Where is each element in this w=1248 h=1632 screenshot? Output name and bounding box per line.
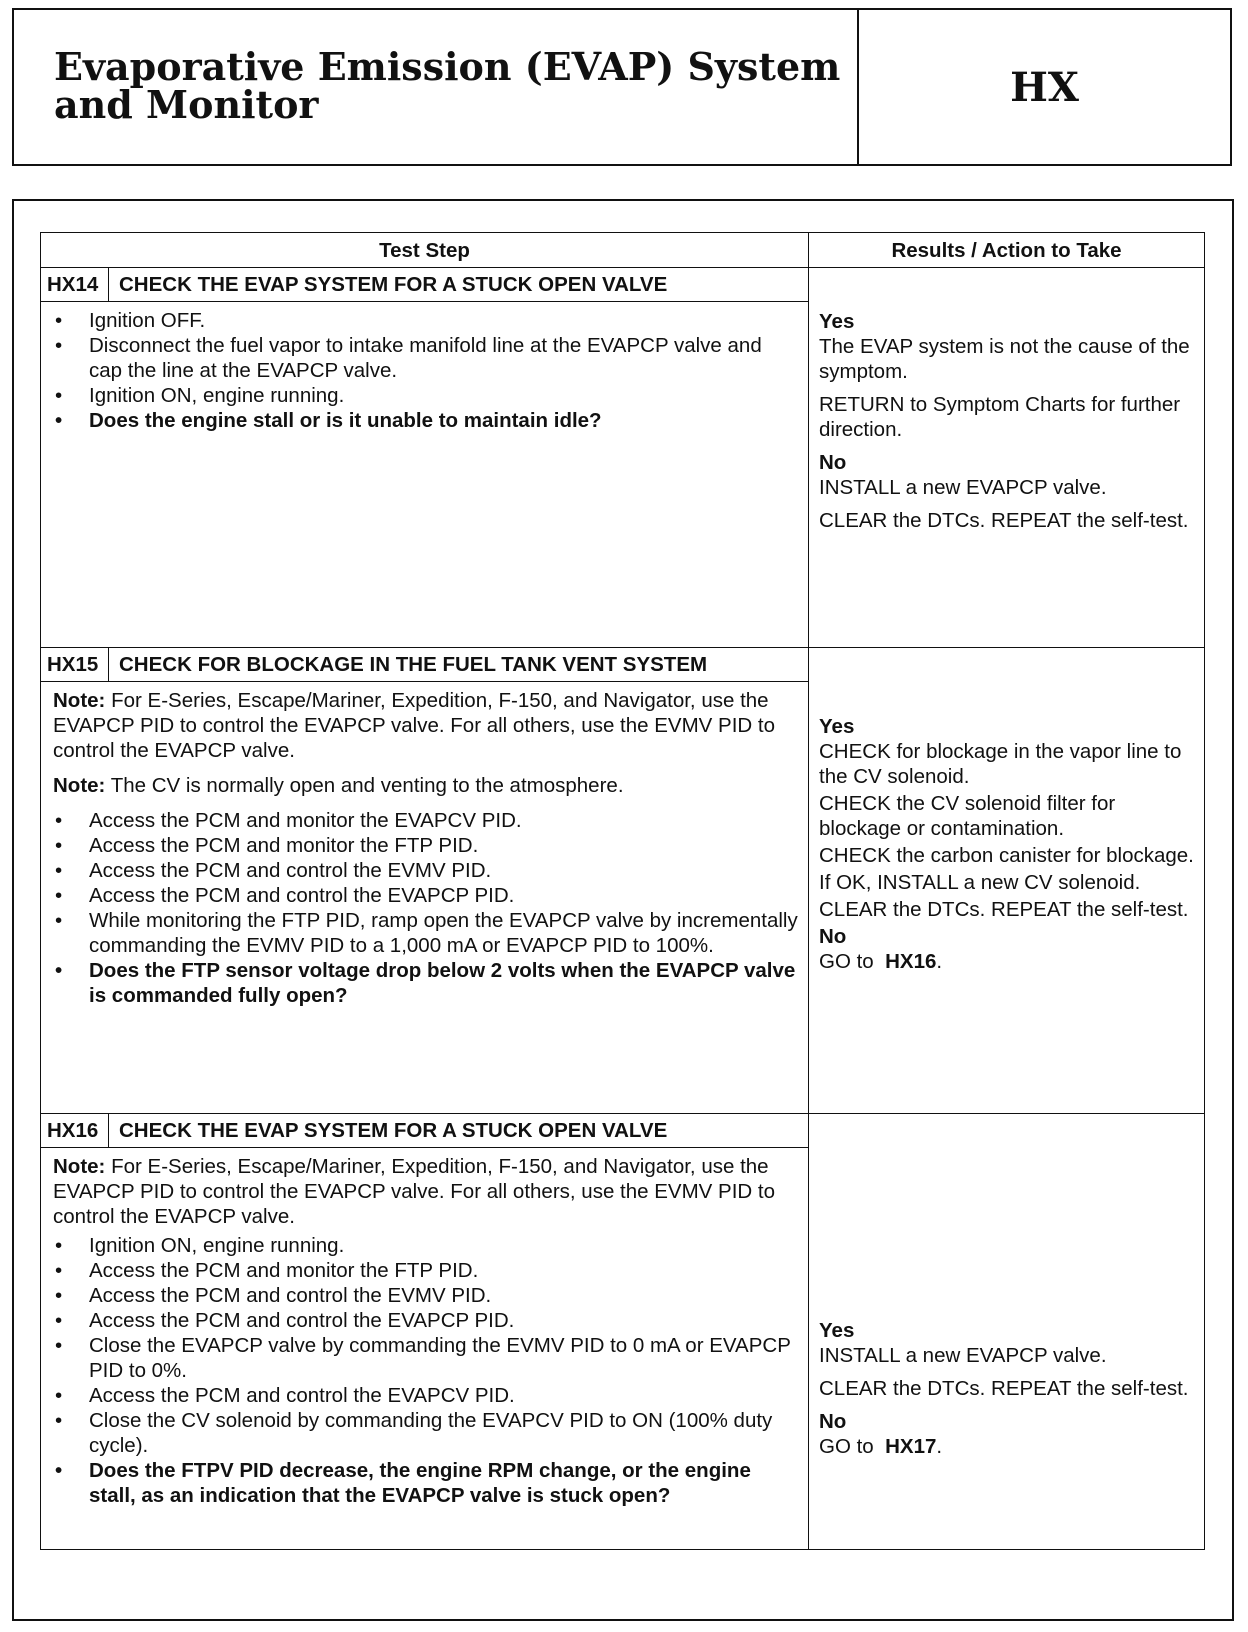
step-bullet-list <box>53 808 798 1008</box>
note-text: The CV is normally open and venting to the atmosphere. <box>110 774 624 797</box>
step-title: CHECK THE EVAP SYSTEM FOR A STUCK OPEN VALVE <box>119 273 668 296</box>
result-line: CHECK the CV solenoid filter for blockage or contamination. <box>819 792 1116 840</box>
yes-label: Yes <box>819 1319 855 1342</box>
result-line: If OK, INSTALL a new CV solenoid. <box>819 871 1141 894</box>
list-item: • Access the PCM and control the EVMV PID. <box>53 858 798 883</box>
step-heading <box>41 648 808 682</box>
result-line: CLEAR the DTCs. REPEAT the self-test. <box>819 898 1189 921</box>
no-label: No <box>819 1410 847 1433</box>
result-body <box>809 1312 1204 1473</box>
page-header <box>12 8 1232 166</box>
result-line: RETURN to Symptom Charts for further direction. <box>819 393 1181 441</box>
step-heading <box>41 1114 808 1148</box>
list-item: • Access the PCM and control the EVAPCV PID. <box>53 1383 798 1408</box>
result-body <box>809 303 1204 547</box>
step-question: • Does the FTPV PID decrease, the engine RPM change, or the engine stall, as an indication that the EVAPCP valve is stuck open? <box>53 1458 798 1508</box>
page-title-line1: Evaporative Emission (EVAP) System <box>54 44 841 89</box>
test-step-table <box>40 232 1205 1550</box>
result-goto <box>819 949 1194 974</box>
goto-suffix: . <box>936 950 943 973</box>
list-item: • Disconnect the fuel vapor to intake manifold line at the EVAPCP valve and cap the line at the EVAPCP valve. <box>53 333 798 383</box>
list-item: • Access the PCM and control the EVAPCP PID. <box>53 1308 798 1333</box>
note-text: For E-Series, Escape/Mariner, Expedition, F-150, and Navigator, use the EVAPCP PID to control the EVAPCP valve. For all others, use the EVMV PID to control the EVAPCP valve. <box>53 1155 775 1228</box>
step-heading <box>41 268 808 302</box>
step-id: HX14 <box>41 268 109 301</box>
column-header-results: Results / Action to Take <box>809 233 1205 268</box>
goto-prefix: GO to <box>819 950 874 973</box>
result-spacer <box>809 1114 1204 1312</box>
result-line: INSTALL a new EVAPCP valve. <box>819 1344 1107 1367</box>
result-cell-hx15 <box>809 648 1205 1114</box>
result-line: CLEAR the DTCs. REPEAT the self-test. <box>819 509 1189 532</box>
step-question: • Does the FTP sensor voltage drop below 2 volts when the EVAPCP valve is commanded fully open? <box>53 958 798 1008</box>
note-label: Note: <box>53 1155 106 1178</box>
list-item: • Close the EVAPCP valve by commanding the EVMV PID to 0 mA or EVAPCP PID to 0%. <box>53 1333 798 1383</box>
note-label: Note: <box>53 774 106 797</box>
yes-label: Yes <box>819 715 855 738</box>
result-goto <box>819 1434 1194 1459</box>
section-code: HX <box>1010 63 1079 111</box>
result-body <box>809 708 1204 988</box>
result-line: CLEAR the DTCs. REPEAT the self-test. <box>819 1377 1189 1400</box>
table-header-row <box>41 233 1205 268</box>
step-title: CHECK FOR BLOCKAGE IN THE FUEL TANK VENT SYSTEM <box>119 653 708 676</box>
step-note <box>53 688 798 763</box>
page-title-line2: and Monitor <box>54 82 319 127</box>
step-note <box>53 1154 798 1229</box>
goto-prefix: GO to <box>819 1435 874 1458</box>
list-item: • Ignition OFF. <box>53 308 798 333</box>
step-note <box>53 773 798 798</box>
result-line: The EVAP system is not the cause of the symptom. <box>819 335 1190 383</box>
no-label: No <box>819 925 847 948</box>
yes-label: Yes <box>819 310 855 333</box>
list-item: • Access the PCM and monitor the EVAPCV PID. <box>53 808 798 833</box>
step-body <box>41 302 808 439</box>
goto-suffix: . <box>936 1435 943 1458</box>
step-question: • Does the engine stall or is it unable to maintain idle? <box>53 408 798 433</box>
step-title: CHECK THE EVAP SYSTEM FOR A STUCK OPEN VALVE <box>119 1119 668 1142</box>
step-bullet-list <box>53 308 798 433</box>
result-cell-hx16 <box>809 1114 1205 1550</box>
no-label: No <box>819 451 847 474</box>
table-row <box>41 648 1205 1114</box>
result-spacer <box>809 648 1204 708</box>
table-row <box>41 268 1205 648</box>
list-item: • Access the PCM and monitor the FTP PID. <box>53 1258 798 1283</box>
step-id: HX16 <box>41 1114 109 1147</box>
table-row <box>41 1114 1205 1550</box>
list-item: • Access the PCM and control the EVMV PID. <box>53 1283 798 1308</box>
note-text: For E-Series, Escape/Mariner, Expedition, F-150, and Navigator, use the EVAPCP PID to control the EVAPCP valve. For all others, use the EVMV PID to control the EVAPCP valve. <box>53 689 775 762</box>
result-cell-hx14 <box>809 268 1205 648</box>
step-body <box>41 1148 808 1514</box>
goto-link-hx17[interactable]: HX17 <box>885 1435 937 1458</box>
list-item: • While monitoring the FTP PID, ramp open the EVAPCP valve by incrementally commanding the EVMV PID to a 1,000 mA or EVAPCP PID to 100%. <box>53 908 798 958</box>
list-item: • Access the PCM and control the EVAPCP PID. <box>53 883 798 908</box>
page-title <box>14 10 859 164</box>
result-line: CHECK for blockage in the vapor line to the CV solenoid. <box>819 740 1182 788</box>
step-body <box>41 682 808 1014</box>
result-line: INSTALL a new EVAPCP valve. <box>819 476 1107 499</box>
list-item: • Ignition ON, engine running. <box>53 1233 798 1258</box>
list-item: • Ignition ON, engine running. <box>53 383 798 408</box>
result-spacer <box>809 268 1204 303</box>
column-header-test-step: Test Step <box>41 233 809 268</box>
result-line: CHECK the carbon canister for blockage. <box>819 844 1194 867</box>
list-item: • Access the PCM and monitor the FTP PID. <box>53 833 798 858</box>
step-cell-hx15 <box>41 648 809 1114</box>
note-label: Note: <box>53 689 106 712</box>
goto-link-hx16[interactable]: HX16 <box>885 950 937 973</box>
step-cell-hx16 <box>41 1114 809 1550</box>
step-id: HX15 <box>41 648 109 681</box>
list-item: • Close the CV solenoid by commanding the EVAPCV PID to ON (100% duty cycle). <box>53 1408 798 1458</box>
step-cell-hx14 <box>41 268 809 648</box>
step-bullet-list <box>53 1233 798 1508</box>
